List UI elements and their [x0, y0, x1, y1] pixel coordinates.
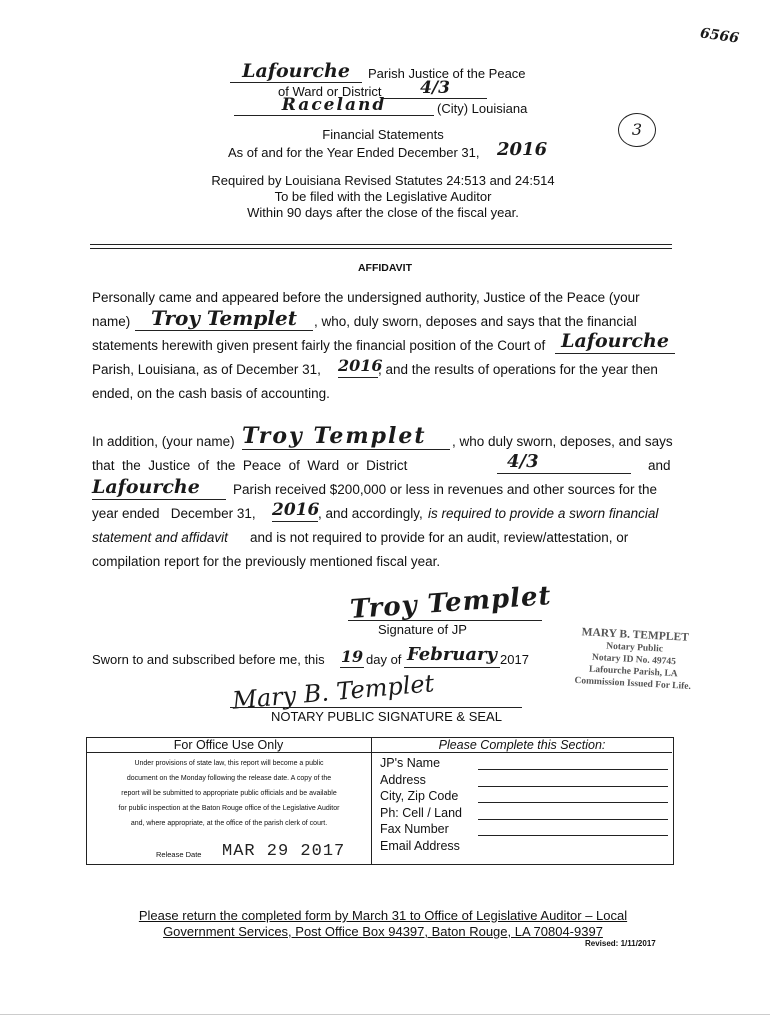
p1-line2-a: name) [92, 314, 131, 329]
fin-line1: Financial Statements [322, 127, 444, 142]
office-box-text [90, 756, 368, 831]
stamp-line1: MARY B. TEMPLET [581, 626, 690, 644]
sworn-month-handwritten: February [404, 643, 500, 668]
p1-line4-a: Parish, Louisiana, as of December 31, [92, 362, 321, 377]
bottom-box-divider [371, 737, 372, 864]
p1-parish-handwritten: Lafourche [555, 329, 675, 354]
city-handwritten: Raceland [234, 95, 434, 116]
revised-date: Revised: 1/11/2017 [585, 939, 656, 948]
field-line-jp-name[interactable] [478, 769, 668, 770]
circled-number-text: 3 [631, 120, 643, 139]
office-text-line: document on the Monday following the release date. A copy of the [126, 775, 332, 782]
circled-number [618, 113, 656, 147]
p1-year-handwritten: 2016 [338, 355, 378, 378]
jp-signature: Troy Templet [349, 581, 553, 625]
field-label-city-zip: City, Zip Code [380, 789, 459, 804]
release-date-label: Release Date [156, 850, 202, 859]
p1-line1: Personally came and appeared before the undersigned authority, Justice of the Peace (your [92, 290, 640, 305]
sworn-text-a: Sworn to and subscribed before me, this [92, 652, 325, 667]
city-suffix: (City) Louisiana [437, 101, 528, 116]
p2-line2-b: and [648, 458, 671, 473]
p2-parish-handwritten: Lafourche [92, 475, 226, 500]
p2-line1-b: , who duly sworn, deposes, and says [452, 434, 673, 449]
notary-signature-label: NOTARY PUBLIC SIGNATURE & SEAL [271, 709, 502, 724]
p1-line2-b: , who, duly sworn, deposes and says that the financial [314, 314, 637, 329]
ward-handwritten: 4/3 [383, 78, 487, 99]
p2-line4-b: , and accordingly, [318, 506, 423, 521]
bottom-box-header-rule [86, 752, 672, 753]
footer-line1: Please return the completed form by March 31 to Office of Legislative Auditor – Local [138, 908, 628, 923]
office-text-line: report will be submitted to appropriate public officials and be available [121, 790, 337, 797]
office-text-line: for public inspection at the Baton Rouge office of the Legislative Auditor [118, 805, 340, 812]
office-box-title: For Office Use Only [173, 738, 284, 752]
year-handwritten: 2016 [497, 139, 548, 160]
parish-suffix: Parish Justice of the Peace [368, 66, 526, 81]
p2-line3-b: Parish received $200,000 or less in revenues and other sources for the [233, 482, 657, 497]
sworn-year: 2017 [500, 652, 529, 667]
stamp-line4: Lafourche Parish, LA [588, 664, 678, 680]
office-text-line: and, where appropriate, at the office of the parish clerk of court. [130, 820, 328, 827]
field-label-email: Email Address [380, 838, 460, 853]
notary-stamp [552, 624, 715, 694]
divider-top [90, 244, 672, 245]
complete-box-title: Please Complete this Section: [438, 738, 606, 752]
jp-signature-label: Signature of JP [378, 622, 467, 637]
field-label-phone: Ph: Cell / Land [380, 805, 462, 820]
stamp-line5: Commission Issued For Life. [574, 675, 692, 693]
complete-fields [380, 755, 462, 855]
field-line-address[interactable] [478, 786, 668, 787]
p2-line2-a: that the Justice of the Peace of Ward or District [92, 458, 408, 473]
p2-line6: compilation report for the previously mentioned fiscal year. [92, 554, 441, 569]
stamp-line2: Notary Public [605, 641, 664, 655]
req-line3: Within 90 days after the close of the fiscal year. [247, 205, 519, 220]
req-line1: Required by Louisiana Revised Statutes 24:513 and 24:514 [211, 173, 555, 188]
office-text-line: Under provisions of state law, this report will become a public [134, 760, 324, 767]
corner-note: 6566 [699, 25, 740, 47]
p1-name-handwritten: Troy Templet [135, 306, 313, 331]
fin-line2: As of and for the Year Ended December 31, [228, 145, 480, 160]
parish-name-handwritten: Lafourche [230, 60, 362, 83]
notary-signature-line [230, 707, 522, 708]
p2-line4-a: year ended December 31, [92, 506, 256, 521]
sworn-day-handwritten: 19 [340, 647, 364, 666]
affidavit-title: AFFIDAVIT [357, 262, 413, 274]
p2-line1-a: In addition, (your name) [92, 434, 235, 449]
p1-line3: statements herewith given present fairly the financial position of the Court of [92, 338, 546, 353]
p1-line5: ended, on the cash basis of accounting. [92, 386, 330, 401]
field-label-jp-name: JP's Name [380, 756, 441, 770]
stamp-line3: Notary ID No. 49745 [591, 652, 677, 668]
p2-line4-c: is required to provide a sworn financial [428, 506, 659, 521]
req-line2: To be filed with the Legislative Auditor [274, 189, 492, 204]
p1-line4-b: , and the results of operations for the year then [378, 362, 658, 377]
p2-line5-a: statement and affidavit [92, 530, 228, 545]
ward-prefix: of Ward or District [278, 84, 382, 99]
field-label-fax: Fax Number [380, 822, 449, 837]
field-line-fax[interactable] [478, 835, 668, 836]
field-line-city-zip[interactable] [478, 802, 668, 803]
field-line-phone[interactable] [478, 819, 668, 820]
footer-line2: Government Services, Post Office Box 94397, Baton Rouge, LA 70804-9397 [163, 924, 603, 939]
jp-signature-line [348, 620, 542, 621]
sworn-text-b: day of [366, 652, 402, 667]
divider-bottom [90, 248, 672, 249]
p2-name-handwritten: Troy Templet [242, 423, 450, 450]
p2-line5-b: and is not required to provide for an audit, review/attestation, or [250, 530, 629, 545]
scan-edge [0, 1014, 770, 1015]
release-date-stamp: MAR 29 2017 [222, 842, 346, 861]
p2-year-handwritten: 2016 [272, 500, 320, 520]
p2-ward-handwritten: 4/3 [497, 451, 631, 474]
notary-signature: Mary B. Templet [231, 669, 436, 715]
field-label-address: Address [380, 772, 426, 787]
